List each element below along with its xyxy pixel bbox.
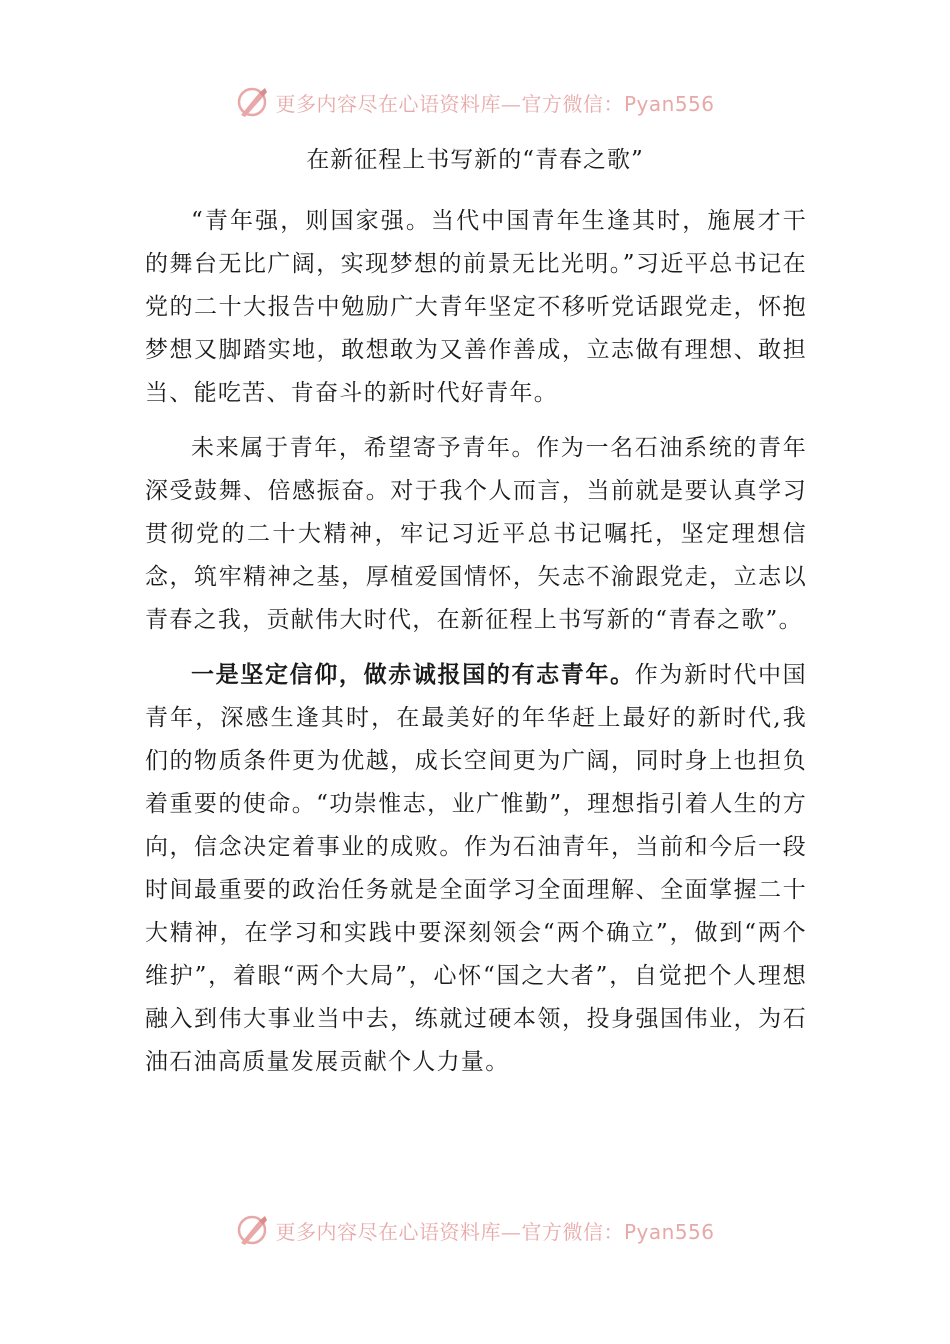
paragraph-lead: 一是坚定信仰，做赤诚报国的有志青年。 <box>191 662 635 688</box>
watermark-label: 更多内容尽在心语资料库—官方微信： <box>275 1219 624 1244</box>
header-watermark <box>0 80 950 124</box>
paragraph <box>145 654 807 1084</box>
footer-watermark <box>0 1208 950 1252</box>
pen-logo-icon <box>235 1213 269 1247</box>
watermark-text <box>275 88 714 117</box>
paragraph-text: 作为新时代中国青年，深感生逢其时，在最美好的年华赶上最好的新时代,我们的物质条件更为优越，成长空间更为广阔，同时身上也担负着重要的使命。“功崇惟志，业广惟勤”，理想指引着人生的方向，信念决定着事业的成败。作为石油青年，当前和今后一段时间最重要的政治任务就是全面学习全面理解、全面掌握二十大精神，在学习和实践中要深刻领会“两个确立”，做到“两个维护”，着眼“两个大局”，心怀“国之大者”，自觉把个人理想融入到伟大事业当中去，练就过硬本领，投身强国伟业，为石油石油高质量发展贡献个人力量。 <box>145 662 807 1075</box>
pen-logo-icon <box>235 85 269 119</box>
watermark-wechat-id: Pyan556 <box>623 1219 715 1244</box>
paragraph-text: “青年强，则国家强。当代中国青年生逢其时，施展才干的舞台无比广阔，实现梦想的前景无比光明。”习近平总书记在党的二十大报告中勉励广大青年坚定不移听党话跟党走，怀抱梦想又脚踏实地，敢想敢为又善作善成，立志做有理想、敢担当、能吃苦、肯奋斗的新时代好青年。 <box>145 208 807 406</box>
document-body <box>145 200 807 1096</box>
paragraph <box>145 427 807 642</box>
document-title: 在新征程上书写新的“青春之歌” <box>306 147 644 173</box>
watermark-text <box>275 1216 714 1245</box>
watermark-wechat-id: Pyan556 <box>623 91 715 116</box>
paragraph <box>145 200 807 415</box>
paragraph-text: 未来属于青年，希望寄予青年。作为一名石油系统的青年深受鼓舞、倍感振奋。对于我个人而言，当前就是要认真学习贯彻党的二十大精神，牢记习近平总书记嘱托，坚定理想信念，筑牢精神之基，厚植爱国情怀，矢志不渝跟党走，立志以青春之我，贡献伟大时代，在新征程上书写新的“青春之歌”。 <box>145 435 807 633</box>
watermark-label: 更多内容尽在心语资料库—官方微信： <box>275 91 624 116</box>
